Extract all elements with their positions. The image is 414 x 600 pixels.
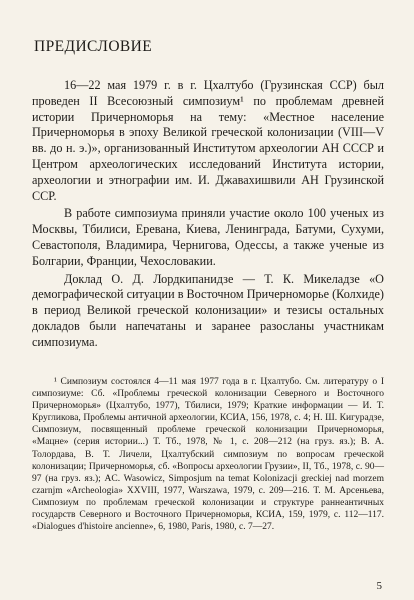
main-text: [32, 78, 384, 351]
paragraph-3: Доклад О. Д. Лордкипанидзе — Т. К. Микеладзе «О демографической ситуации в Восточном Причерноморье (Колхиде) в период Великой греческой колонизации» и тезисы остальных докладов были напечатаны и заранее разосланы участникам симпозиума.: [32, 271, 384, 349]
paragraph-2: В работе симпозиума приняли участие около 100 ученых из Москвы, Тбилиси, Еревана, Киева, Ленинграда, Батуми, Сухуми, Севастополя, Владимира, Чернигова, Одессы, а также ученые из Болгарии, Франции, Чехословакии.: [32, 206, 384, 268]
paragraph-1: 16—22 мая 1979 г. в г. Цхалтубо (Грузинская ССР) был проведен II Всесоюзный симпозиум¹ по проблемам древней истории Причерноморья на тему: «Местное население Причерноморья в эпоху Великой греческой колонизации (VIII—V вв. до н. э.)», организованный Институтом археологии АН СССР и Центром археологических исследований Института истории, археологии и этнографии им. И. Джавахишвили АН Грузинской ССР.: [32, 78, 384, 203]
page-title: ПРЕДИСЛОВИЕ: [34, 38, 153, 55]
footnotes: [32, 376, 384, 533]
page-number: 5: [376, 580, 382, 592]
footnote-1: ¹ Симпозиум состоялся 4—11 мая 1977 года в г. Цхалтубо. См. литературу о I симпозиуме: Сб. «Проблемы греческой колонизации Северного и Восточного Причерноморья» (Цхалтубо, 1977), Тбилиси, 1979; Краткие информации — И. Т. Кругликова, Проблемы античной археологии, КСИА, 156, 1978, с. 4; Н. Ш. Кигурадзе, Симпозиум, посвященный проблеме греческой колонизации Причерноморья, «Мацне» (серия истории...) Т. Тб., 1978, № 1, с. 208—212 (на груз. яз.); В. А. Толордава, В. Т. Личели, Цхалтубский симпозиум по вопросам греческой колонизации; Причерноморья, сб. «Вопросы археологии Грузии», II, Тб., 1978, с. 90—97 (на груз. яз.); AC. Wasowicz, Simposjum na temat Kolonizacji greckiej nad morzem czarnjm «Archeologia» XXVIII, 1977, Warszawa, 1979, с. 209—216. Т. М. Арсеньева, Симпозиум по проблемам греческой колонизации и структуре раннеантичных государств Северного и Восточного Причерноморья, КСИА, 159, 1979, с. 112—117. «Dialogues d'histoire ancienne», 6, 1980, Paris, 1980, с. 7—27.: [32, 377, 384, 533]
